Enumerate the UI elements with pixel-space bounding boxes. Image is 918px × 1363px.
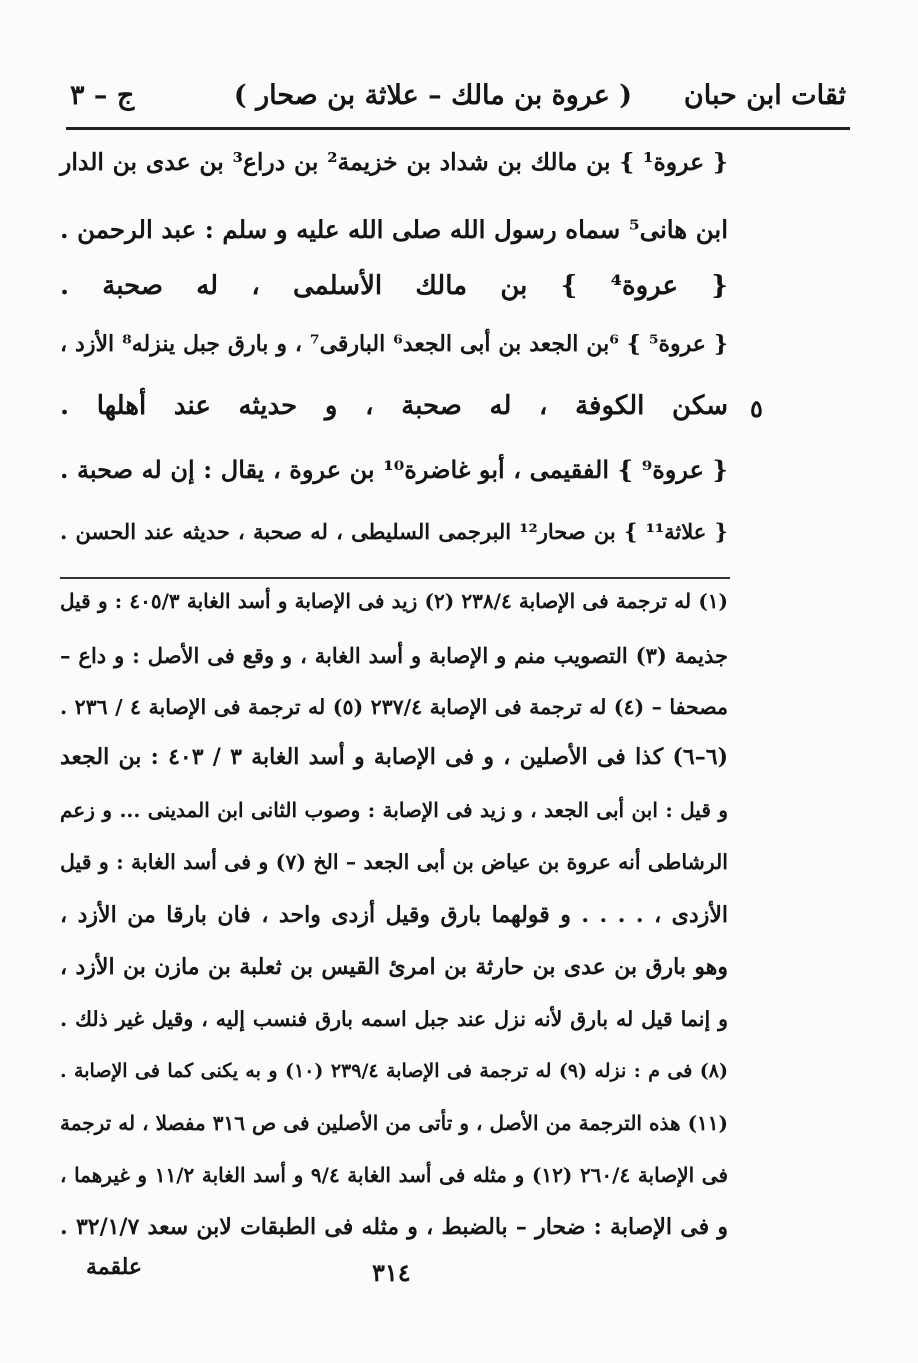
text-line: { عروة⁵ } ⁶بن الجعد بن أبى الجعد⁶ البارقى⁷ ، و بارق جبل ينزله⁸ الأزد ،: [60, 331, 729, 357]
header-entry-range: ( عروة بن مالك – علاثة بن صحار ): [233, 80, 632, 111]
footnote-rule: [60, 577, 730, 579]
header-volume: ج – ٣: [70, 80, 135, 111]
text-line: سكن الكوفة ، له صحبة ، و حديثه عند أهلها .: [60, 391, 728, 421]
margin-line-number: ٥: [750, 394, 763, 423]
footnote-line: و إنما قيل له بارق لأنه نزل عند جبل اسمه بارق فنسب إليه ، وقيل غير ذلك .: [60, 1007, 728, 1031]
footnote-line: و فى الإصابة : ضحار – بالضبط ، و مثله فى الطبقات لابن سعد ٣٢/١/٧ .: [60, 1214, 729, 1240]
footnote-line: جذيمة (٣) التصويب منم و الإصابة و أسد الغابة ، و وقع فى الأصل : و داع –: [60, 643, 728, 668]
footnote-line: مصحفا – (٤) له ترجمة فى الإصابة ٢٣٧/٤ (٥) له ترجمة فى الإصابة ٤ / ٢٣٦ .: [60, 695, 728, 719]
text-line: { عروة⁴ } بن مالك الأسلمى ، له صحبة .: [60, 271, 728, 301]
catchword: علقمة: [86, 1254, 143, 1280]
text-line: ابن هانى⁵ سماه رسول الله صلى الله عليه و سلم : عبد الرحمن .: [60, 215, 728, 244]
text-line: { علاثة¹¹ } بن صحار¹² البرجمى السليطى ، له صحبة ، حديثه عند الحسن .: [60, 519, 729, 544]
footnote-line: الأزدى ، . . . . و قولهما بارق وقيل أزدى واحد ، فان بارقا من الأزد ،: [60, 902, 728, 928]
header-rule: [66, 127, 850, 130]
footnote-line: و قيل : ابن أبى الجعد ، و زيد فى الإصابة : وصوب الثانى ابن المدينى ... و زعم: [60, 798, 728, 822]
footnote-line: (١) له ترجمة فى الإصابة ٢٣٨/٤ (٢) زيد فى الإصابة و أسد الغابة ٤٠٥/٣ : و قيل: [60, 589, 728, 613]
running-header: [66, 74, 846, 126]
footnote-line: الرشاطى أنه عروة بن عياض بن أبى الجعد – الخ (٧) و فى أسد الغابة : و قيل: [60, 850, 728, 874]
footnote-line: وهو بارق بن عدى بن حارثة بن امرئ القيس بن ثعلبة بن مازن بن الأزد ،: [60, 954, 728, 980]
text-line: { عروة¹ } بن مالك بن شداد بن خزيمة² بن دراع³ بن عدى بن الدار: [60, 148, 728, 176]
header-book-title: ثقات ابن حبان: [683, 80, 846, 111]
page-number: ٣١٤: [372, 1258, 411, 1287]
footnote-line: (٦–٦) كذا فى الأصلين ، و فى الإصابة و أسد الغابة ٣ / ٤٠٣ : بن الجعد: [60, 744, 728, 770]
footnote-line: (١١) هذه الترجمة من الأصل ، و تأتى من الأصلين فى ص ٣١٦ مفصلا ، له ترجمة: [60, 1111, 728, 1135]
footnote-line: (٨) فى م : نزله (٩) له ترجمة فى الإصابة ٢٣٩/٤ (١٠) و به يكنى كما فى الإصابة .: [60, 1060, 728, 1082]
footnote-line: فى الإصابة ٢٦٠/٤ (١٢) و مثله فى أسد الغابة ٩/٤ و أسد الغابة ١١/٢ و غيرهما ،: [60, 1163, 729, 1187]
text-line: { عروة⁹ } الفقيمى ، أبو غاضرة¹⁰ بن عروة ، يقال : إن له صحبة .: [60, 455, 728, 484]
